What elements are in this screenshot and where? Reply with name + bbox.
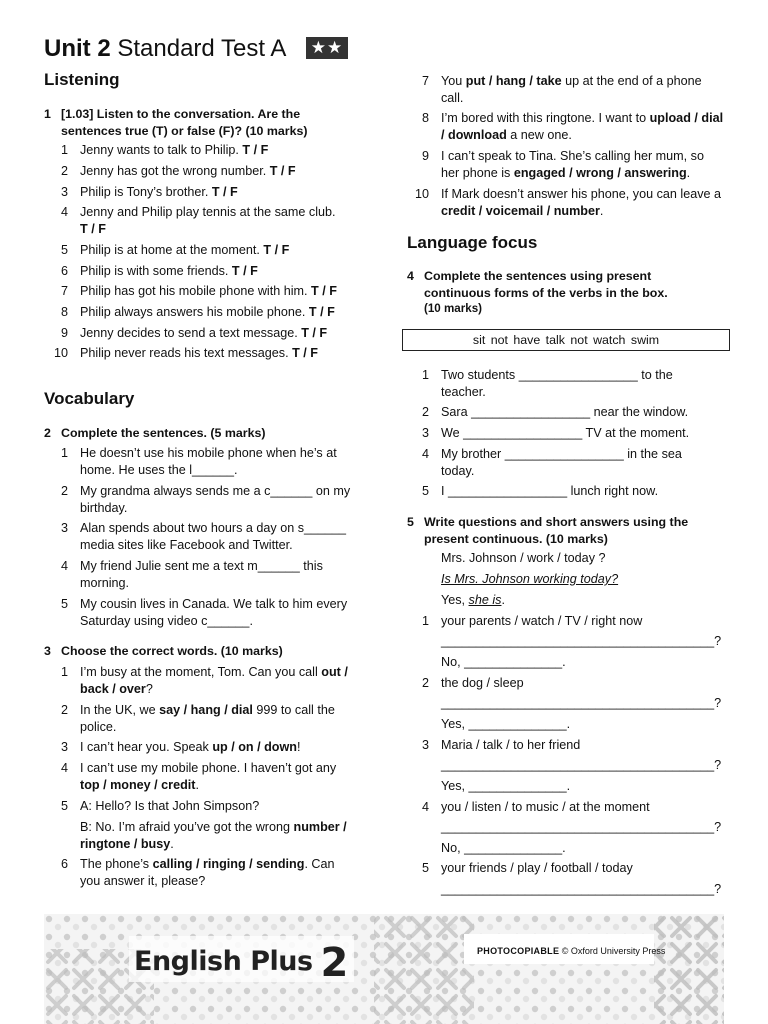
true-false-choice[interactable]: T / F bbox=[231, 264, 258, 278]
item-text: ! bbox=[296, 740, 301, 754]
q2-item bbox=[44, 483, 364, 517]
item-number: 6 bbox=[60, 857, 68, 871]
publisher-label: © Oxford University Press bbox=[561, 946, 666, 956]
q3-item bbox=[405, 148, 725, 182]
q3-instruction-text: Choose the correct words. (10 marks) bbox=[61, 644, 283, 658]
item-text: My cousin lives in Canada. We talk to him every Saturday using video c______. bbox=[80, 597, 348, 628]
q1-item bbox=[44, 304, 364, 321]
item-number: 4 bbox=[421, 800, 429, 814]
item-number: 1 bbox=[421, 368, 429, 382]
true-false-choice[interactable]: T / F bbox=[269, 164, 296, 178]
item-text: Philip is at home at the moment. bbox=[80, 243, 264, 257]
short-answer-line[interactable]: Yes, ______________. bbox=[441, 779, 571, 793]
item-number: 9 bbox=[421, 149, 429, 163]
item-text[interactable]: We _________________ TV at the moment. bbox=[441, 426, 690, 440]
word-choices[interactable]: number / ringtone / busy bbox=[80, 820, 347, 851]
item-prompt: Maria / talk / to her friend bbox=[441, 738, 581, 752]
item-number: 5 bbox=[60, 799, 68, 813]
item-text: Jenny wants to talk to Philip. bbox=[80, 143, 243, 157]
item-number: 9 bbox=[60, 326, 68, 340]
item-text: My friend Julie sent me a text m______ this morning. bbox=[80, 559, 323, 590]
q5-example-prompt: Mrs. Johnson / work / today ? bbox=[441, 551, 606, 565]
item-text: Philip always answers his mobile phone. bbox=[80, 305, 309, 319]
q1-item bbox=[44, 184, 344, 201]
q3-instruction bbox=[44, 643, 344, 660]
q1-item bbox=[44, 325, 364, 342]
q1-item bbox=[44, 345, 364, 362]
item-text: Philip is with some friends. bbox=[80, 264, 232, 278]
item-number: 3 bbox=[421, 426, 429, 440]
copyright-notice bbox=[477, 946, 665, 956]
example-answer-text: . bbox=[501, 593, 505, 607]
item-text: . bbox=[686, 166, 691, 180]
q3-item bbox=[405, 186, 725, 220]
item-number: 7 bbox=[421, 74, 429, 88]
english-plus-logo bbox=[134, 934, 348, 986]
q5-number: 5 bbox=[407, 515, 414, 529]
item-text: A: Hello? Is that John Simpson? bbox=[80, 799, 260, 813]
item-number: 3 bbox=[60, 740, 68, 754]
item-text: I can’t speak to Tina. She’s calling her mum, so her phone is bbox=[441, 149, 704, 180]
q5-item bbox=[405, 675, 725, 692]
item-number: 1 bbox=[421, 614, 429, 628]
item-number: 1 bbox=[60, 446, 68, 460]
question-line[interactable]: _______________________________________? bbox=[441, 758, 722, 772]
item-number: 4 bbox=[60, 761, 68, 775]
test-label: Standard Test A bbox=[117, 35, 286, 62]
q1-number: 1 bbox=[44, 107, 51, 121]
word-choices[interactable]: up / on / down bbox=[212, 740, 297, 754]
q2-instruction bbox=[44, 425, 344, 442]
item-number: 2 bbox=[60, 703, 68, 717]
item-text: . bbox=[195, 778, 199, 792]
brand-name: English Plus bbox=[134, 946, 313, 977]
item-number: 5 bbox=[421, 861, 429, 875]
q5-item bbox=[405, 860, 725, 877]
word-choices[interactable]: credit / voicemail / number bbox=[441, 204, 600, 218]
q1-item bbox=[44, 204, 344, 238]
item-text: If Mark doesn’t answer his phone, you can leave a bbox=[441, 187, 722, 201]
item-number: 2 bbox=[60, 164, 68, 178]
q1-item bbox=[44, 263, 344, 280]
short-answer-line[interactable]: Yes, ______________. bbox=[441, 717, 571, 731]
item-text: Jenny and Philip play tennis at the same club. bbox=[80, 205, 336, 219]
q3-item bbox=[44, 739, 364, 756]
q5-item bbox=[405, 613, 725, 630]
true-false-choice[interactable]: T / F bbox=[301, 326, 328, 340]
q1-item bbox=[44, 242, 344, 259]
item-number: 10 bbox=[53, 346, 68, 360]
item-number: 8 bbox=[421, 111, 429, 125]
item-number: 4 bbox=[421, 447, 429, 461]
item-prompt: your friends / play / football / today bbox=[441, 861, 633, 875]
q4-instruction-text: Complete the sentences using present continuous forms of the verbs in the box. bbox=[424, 269, 668, 300]
true-false-choice[interactable]: T / F bbox=[80, 222, 106, 236]
q3-item bbox=[405, 110, 725, 144]
item-number: 3 bbox=[60, 185, 68, 199]
listening-heading: Listening bbox=[44, 70, 120, 89]
item-text: I can’t hear you. Speak bbox=[80, 740, 213, 754]
photocopiable-label: PHOTOCOPIABLE bbox=[477, 946, 560, 956]
true-false-choice[interactable]: T / F bbox=[242, 143, 269, 157]
item-text: B: No. I’m afraid you’ve got the wrong bbox=[80, 820, 294, 834]
true-false-choice[interactable]: T / F bbox=[292, 346, 318, 360]
difficulty-stars: ★★ bbox=[306, 37, 348, 59]
q3-number: 3 bbox=[44, 644, 51, 658]
q3-item bbox=[405, 73, 725, 107]
item-text: a new one. bbox=[506, 128, 572, 142]
item-text: I’m busy at the moment, Tom. Can you call bbox=[80, 665, 322, 679]
q5-instruction-text: Write questions and short answers using the present continuous. (10 marks) bbox=[424, 515, 689, 546]
question-line[interactable]: _______________________________________? bbox=[441, 820, 722, 834]
q4-item bbox=[405, 367, 705, 401]
item-number: 5 bbox=[421, 484, 429, 498]
q4-number: 4 bbox=[407, 269, 414, 283]
true-false-choice[interactable]: T / F bbox=[311, 284, 337, 298]
item-number: 8 bbox=[60, 305, 68, 319]
q4-item bbox=[405, 425, 725, 442]
item-text: I’m bored with this ringtone. I want to bbox=[441, 111, 650, 125]
word-choices[interactable]: calling / ringing / sending bbox=[152, 857, 305, 871]
q4-instruction bbox=[407, 268, 707, 318]
q1-instruction-text: [1.03] Listen to the conversation. Are the sentences true (T) or false (F)? (10 marks) bbox=[61, 107, 308, 138]
item-text: Jenny decides to send a text message. bbox=[80, 326, 302, 340]
true-false-choice[interactable]: T / F bbox=[211, 185, 238, 199]
verb-box: sit not have talk not watch swim bbox=[402, 329, 730, 351]
q4-item bbox=[405, 483, 725, 500]
q5-instruction bbox=[407, 514, 717, 547]
example-answer-underlined: she is bbox=[468, 593, 502, 607]
item-text: . bbox=[599, 204, 604, 218]
item-text: Philip is Tony’s brother. bbox=[80, 185, 212, 199]
word-choices[interactable]: upload / dial / download bbox=[441, 111, 724, 142]
q4-marks: (10 marks) bbox=[424, 302, 483, 315]
item-number: 3 bbox=[60, 521, 68, 535]
item-number: 5 bbox=[60, 243, 68, 257]
word-choices[interactable]: engaged / wrong / answering bbox=[513, 166, 687, 180]
example-answer-text: Yes, bbox=[441, 593, 469, 607]
item-number: 2 bbox=[421, 405, 429, 419]
item-number: 7 bbox=[60, 284, 68, 298]
item-text: Philip has got his mobile phone with him. bbox=[80, 284, 312, 298]
item-number: 1 bbox=[60, 143, 68, 157]
q5-example-answer bbox=[405, 592, 505, 609]
question-line[interactable]: _______________________________________? bbox=[441, 696, 722, 710]
item-text: ? bbox=[145, 682, 153, 696]
language-focus-heading: Language focus bbox=[407, 233, 538, 252]
q3-item bbox=[44, 664, 364, 698]
item-prompt: your parents / watch / TV / right now bbox=[441, 614, 643, 628]
short-answer-line[interactable]: No, ______________. bbox=[441, 655, 566, 669]
q2-item bbox=[44, 445, 354, 479]
item-text: You bbox=[441, 74, 466, 88]
item-text[interactable]: Two students _________________ to the teacher. bbox=[441, 368, 673, 399]
item-text[interactable]: My brother _________________ in the sea today. bbox=[441, 447, 682, 478]
vocabulary-heading: Vocabulary bbox=[44, 389, 135, 408]
item-text: He doesn’t use his mobile phone when he’s at home. He uses the l______. bbox=[80, 446, 337, 477]
question-line[interactable]: _______________________________________? bbox=[441, 882, 722, 896]
item-number: 4 bbox=[60, 559, 68, 573]
q3-item bbox=[44, 702, 354, 736]
item-number: 3 bbox=[421, 738, 429, 752]
q5-item bbox=[405, 799, 725, 816]
page-title bbox=[44, 34, 348, 64]
q3-item bbox=[44, 856, 354, 890]
q4-item bbox=[405, 404, 725, 421]
q2-item bbox=[44, 520, 364, 554]
q5-example-question: Is Mrs. Johnson working today? bbox=[441, 572, 619, 586]
item-text: The phone’s bbox=[80, 857, 153, 871]
item-prompt: the dog / sleep bbox=[441, 676, 524, 690]
q1-item bbox=[44, 283, 364, 300]
word-choices[interactable]: say / hang / dial bbox=[159, 703, 253, 717]
q3-item bbox=[44, 798, 364, 815]
q2-item bbox=[44, 596, 364, 630]
item-text[interactable]: Sara _________________ near the window. bbox=[441, 405, 689, 419]
footer-banner bbox=[44, 914, 724, 1024]
q3-item bbox=[44, 819, 364, 853]
item-text: I can’t use my mobile phone. I haven’t got any bbox=[80, 761, 337, 775]
item-text: Philip never reads his text messages. bbox=[80, 346, 293, 360]
word-choices[interactable]: put / hang / take bbox=[465, 74, 562, 88]
item-number: 6 bbox=[60, 264, 68, 278]
item-text: Alan spends about two hours a day on s______ media sites like Facebook and Twitter. bbox=[80, 521, 347, 552]
item-text[interactable]: I _________________ lunch right now. bbox=[441, 484, 659, 498]
word-choices[interactable]: top / money / credit bbox=[80, 778, 196, 792]
q1-instruction bbox=[44, 106, 344, 139]
q1-item bbox=[44, 163, 344, 180]
q2-instruction-text: Complete the sentences. (5 marks) bbox=[61, 426, 266, 440]
unit-label: Unit 2 bbox=[44, 35, 111, 62]
q5-item bbox=[405, 737, 725, 754]
item-text: . bbox=[170, 837, 174, 851]
true-false-choice[interactable]: T / F bbox=[263, 243, 290, 257]
item-text: 999 to call the police. bbox=[80, 703, 335, 734]
item-number: 2 bbox=[421, 676, 429, 690]
item-number: 2 bbox=[60, 484, 68, 498]
question-line[interactable]: _______________________________________? bbox=[441, 634, 722, 648]
short-answer-line[interactable]: No, ______________. bbox=[441, 841, 566, 855]
q4-item bbox=[405, 446, 705, 480]
q2-number: 2 bbox=[44, 426, 51, 440]
q2-item bbox=[44, 558, 354, 592]
item-number: 1 bbox=[60, 665, 68, 679]
item-prompt: you / listen / to music / at the moment bbox=[441, 800, 650, 814]
item-text: My grandma always sends me a c______ on my birthday. bbox=[80, 484, 351, 515]
item-text: . Can you answer it, please? bbox=[80, 857, 335, 888]
q3-item bbox=[44, 760, 354, 794]
word-choices[interactable]: out / back / over bbox=[80, 665, 348, 696]
true-false-choice[interactable]: T / F bbox=[308, 305, 335, 319]
q1-item bbox=[44, 142, 344, 159]
item-text: Jenny has got the wrong number. bbox=[80, 164, 270, 178]
item-number: 10 bbox=[414, 187, 429, 201]
item-text: In the UK, we bbox=[80, 703, 160, 717]
item-text: up at the end of a phone call. bbox=[441, 74, 702, 105]
brand-level: 2 bbox=[320, 940, 348, 986]
item-number: 4 bbox=[60, 205, 68, 219]
item-number: 5 bbox=[60, 597, 68, 611]
